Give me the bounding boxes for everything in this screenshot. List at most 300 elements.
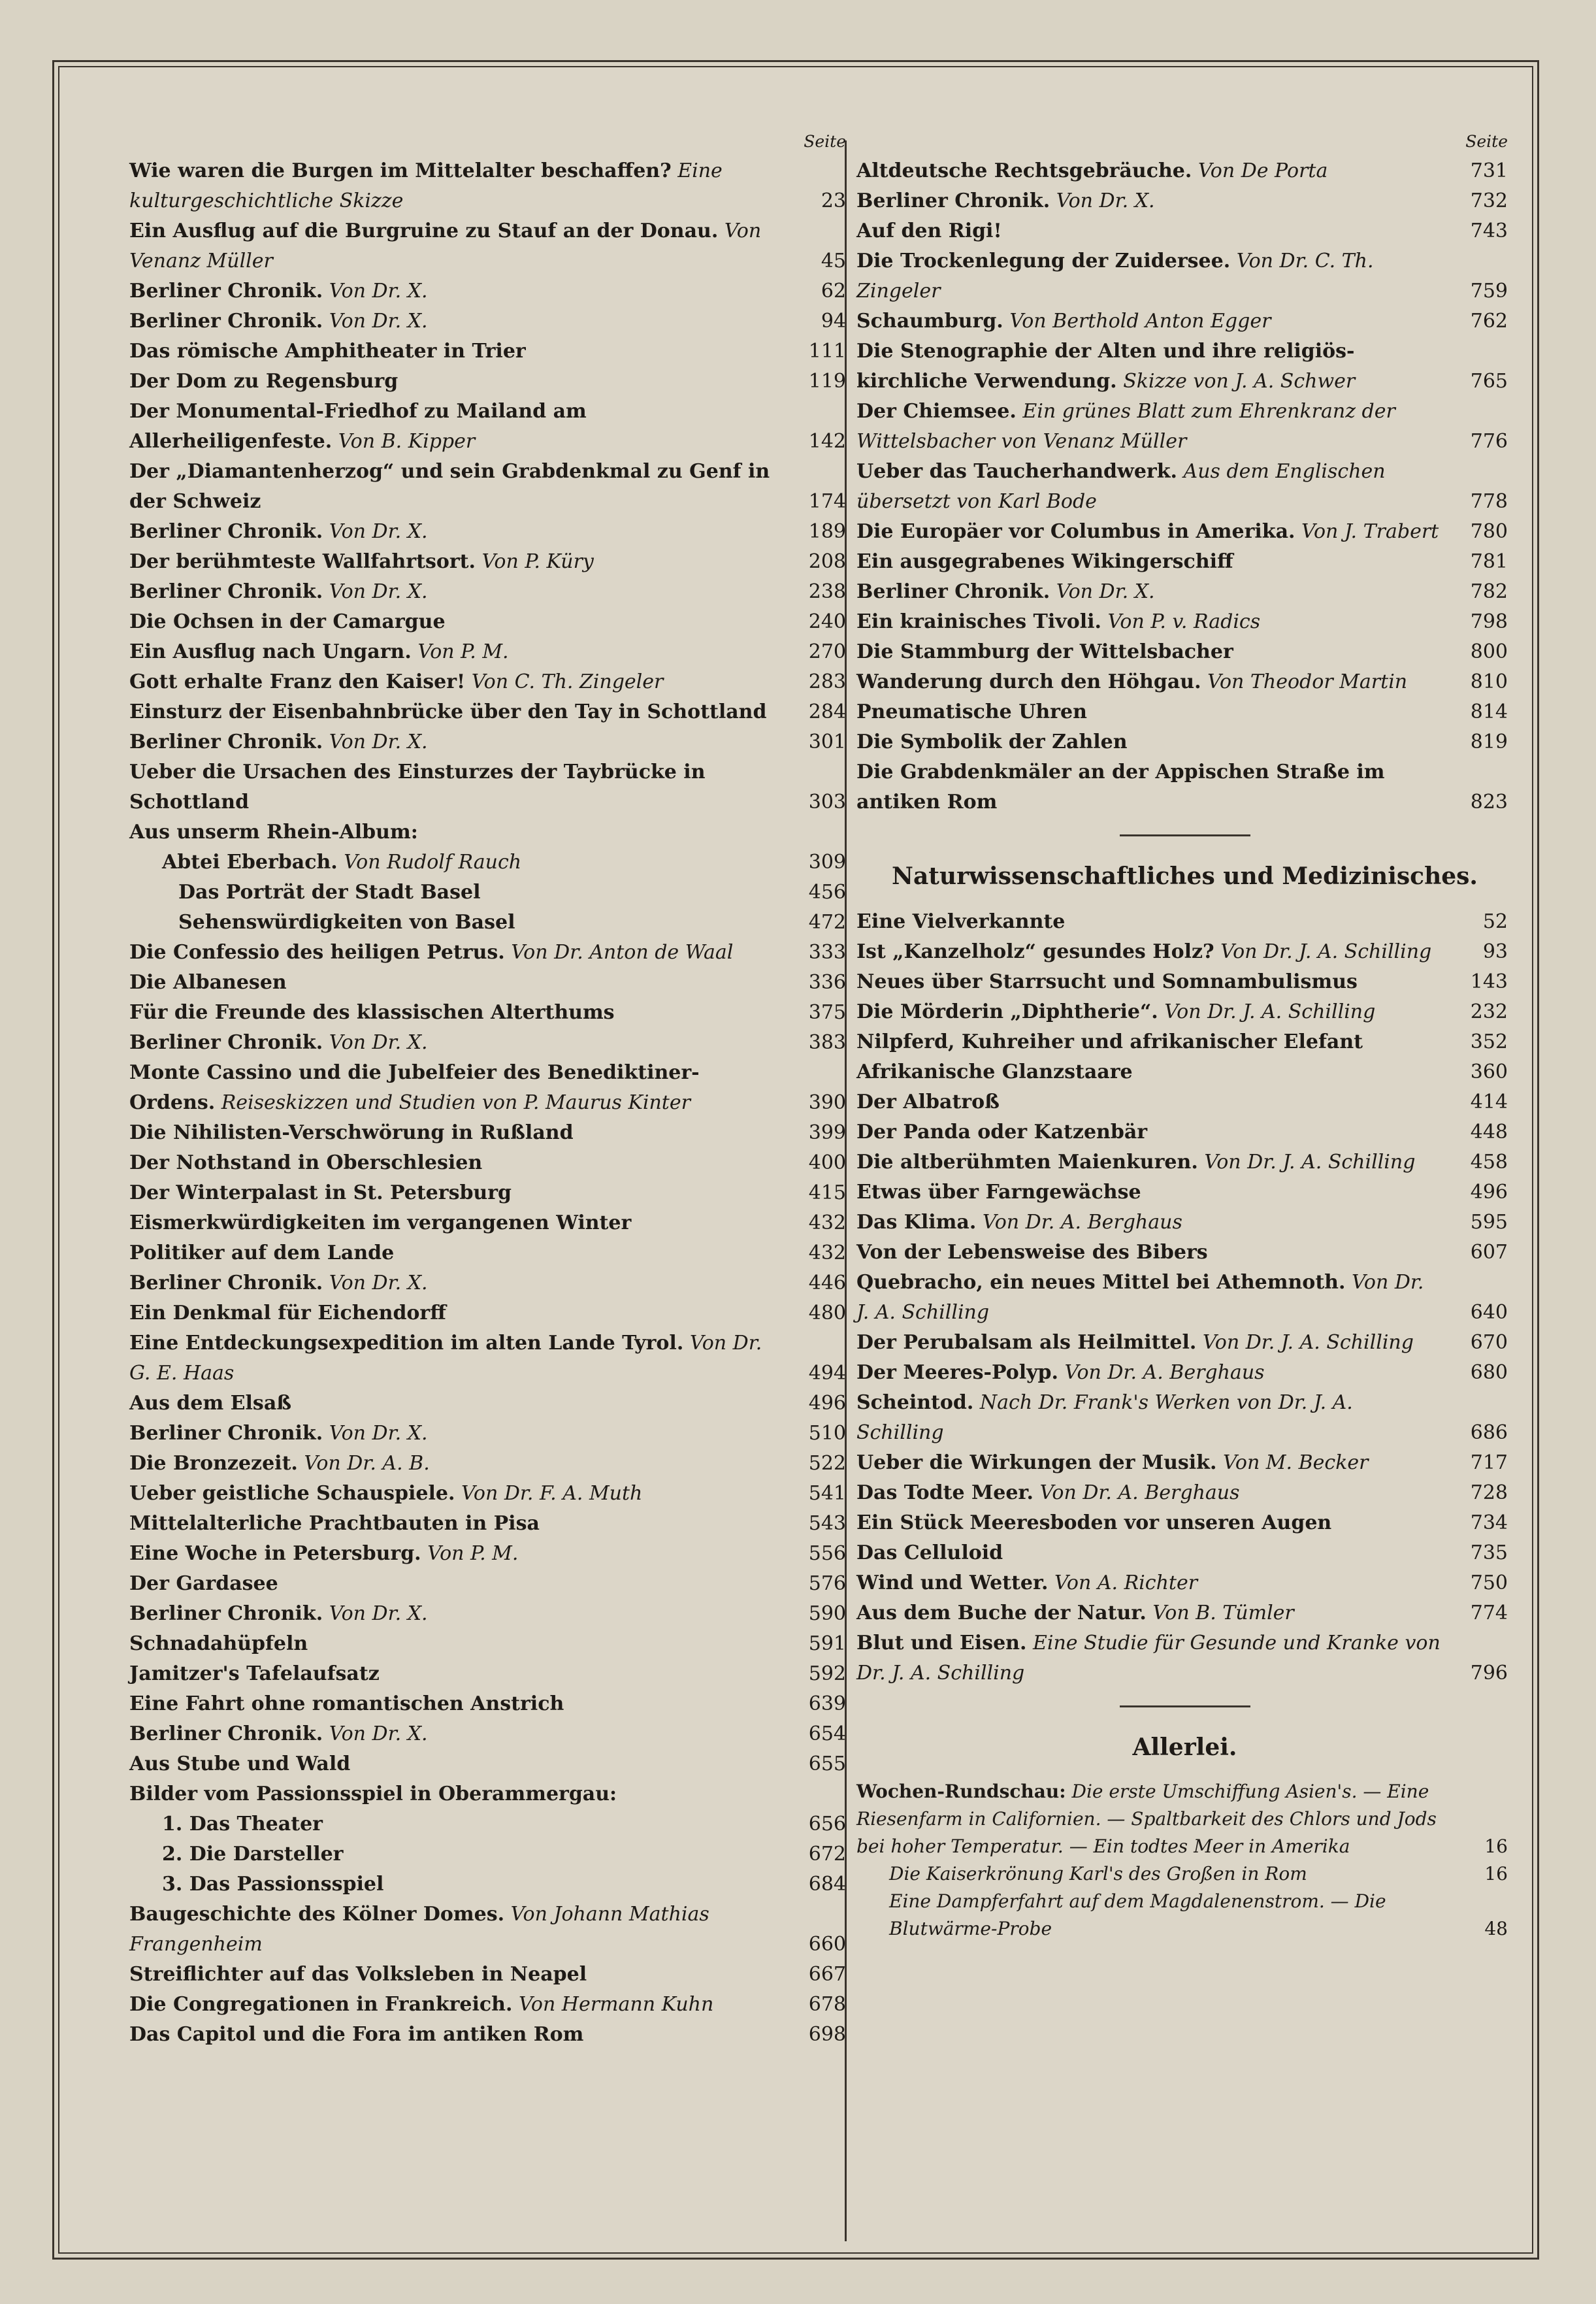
entry-text (856, 1508, 1456, 1538)
toc-entry (129, 1208, 851, 1238)
toc-entry (856, 1568, 1513, 1598)
entry-title: Der Chiemsee. (856, 400, 1017, 423)
entry-title: Die Congregationen in Frankreich. (129, 1993, 513, 2016)
entry-author: Von Dr. J. A. Schilling (856, 1271, 1424, 1324)
entry-title: Jamitzer's Tafelaufsatz (129, 1662, 380, 1685)
toc-entry (129, 306, 851, 337)
toc-entry (129, 1809, 851, 1839)
entry-text (129, 1298, 794, 1328)
entry-text (129, 1689, 794, 1719)
entry-author: Von Hermann Kuhn (518, 1993, 714, 2016)
toc-entry (856, 216, 1513, 246)
entry-page-number: 480 (808, 1302, 846, 1325)
toc-entry (129, 1178, 851, 1208)
toc-entry (856, 577, 1513, 607)
toc-entry (856, 1388, 1513, 1448)
entry-page-number: 52 (1482, 910, 1508, 933)
entry-author: Von Dr. A. B. (304, 1452, 430, 1475)
left-entry-list (129, 156, 851, 2050)
entry-title: Schnadahüpfeln (129, 1632, 308, 1655)
entry-page-number: 333 (808, 941, 846, 964)
entry-text (856, 667, 1456, 697)
entry-page-number: 375 (808, 1001, 846, 1024)
entry-title: Aus unserm Rhein-Album: (129, 821, 418, 844)
entry-text (129, 1900, 794, 1960)
entry-title: Pneumatische Uhren (856, 700, 1087, 723)
index-page (52, 60, 1539, 2260)
entry-title: Ein Ausflug auf die Burgruine zu Stauf an der Donau. (129, 220, 719, 242)
entry-title: Die Confessio des heiligen Petrus. (129, 941, 505, 964)
toc-entry (856, 1538, 1513, 1568)
entry-page-number: 660 (808, 1933, 846, 1956)
entry-author: Von Dr. X. (329, 1031, 428, 1054)
toc-entry (129, 938, 851, 968)
entry-title: Die Grabdenkmäler an der Appischen Straße im antiken Rom (856, 761, 1385, 814)
entry-text (856, 306, 1456, 337)
entry-text (856, 1177, 1456, 1208)
entry-page-number: 776 (1470, 430, 1508, 453)
entry-title: Berliner Chronik. (856, 189, 1050, 212)
entry-text (856, 607, 1456, 637)
entry-title: Ueber die Ursachen des Einsturzes der Taybrücke in Schottland (129, 761, 706, 814)
entry-author: Von Berthold Anton Egger (1009, 310, 1271, 333)
left-column (129, 62, 851, 2050)
entry-text (889, 1860, 1456, 1888)
entry-text (129, 457, 794, 517)
entry-page-number: 360 (1470, 1061, 1508, 1083)
entry-text (856, 757, 1456, 817)
entry-text (129, 397, 794, 457)
toc-entry (129, 998, 851, 1028)
toc-entry (856, 1027, 1513, 1057)
entry-title: Das Todte Meer. (856, 1481, 1034, 1504)
entry-author: Von J. Trabert (1301, 520, 1439, 543)
entry-author: Von P. Küry (481, 550, 594, 573)
entry-title: Der Albatroß (856, 1091, 1000, 1113)
toc-entry (129, 667, 851, 697)
entry-text (129, 607, 794, 637)
entry-author: Nach Dr. Frank's Werken von Dr. J. A. Schilling (856, 1391, 1353, 1444)
entry-title: Baugeschichte des Kölner Domes. (129, 1903, 505, 1926)
entry-text (162, 1809, 794, 1839)
entry-page-number: 48 (1484, 1918, 1508, 1939)
entry-author: Von P. M. (427, 1542, 519, 1565)
entry-title: Einsturz der Eisenbahnbrücke über den Tay in Schottland (129, 700, 767, 723)
entry-title: Der Meeres-Polyp. (856, 1361, 1058, 1384)
entry-title: Schaumburg. (856, 310, 1003, 333)
entry-text (129, 1118, 794, 1148)
entry-title: Abtei Eberbach. (162, 851, 338, 874)
entry-text (129, 757, 794, 817)
entry-text (856, 1027, 1456, 1057)
entry-author: Von Dr. X. (329, 1272, 428, 1294)
entry-page-number: 728 (1470, 1481, 1508, 1504)
toc-entry (129, 1900, 851, 1960)
entry-title: Aus Stube und Wald (129, 1753, 351, 1775)
toc-entry (129, 1509, 851, 1539)
entry-page-number: 45 (821, 250, 846, 272)
entry-text (889, 1888, 1456, 1943)
entry-title: Der „Diamantenherzog“ und sein Grabdenkmal zu Genf in der Schweiz (129, 460, 770, 513)
entry-page-number: 670 (1470, 1331, 1508, 1354)
toc-entry (856, 1208, 1513, 1238)
toc-entry (129, 1238, 851, 1268)
toc-entry (856, 337, 1513, 397)
entry-title: Eismerkwürdigkeiten im vergangenen Winter (129, 1211, 632, 1234)
toc-entry (856, 186, 1513, 216)
toc-entry (856, 1328, 1513, 1358)
entry-title: Ein krainisches Tivoli. (856, 610, 1101, 633)
entry-author: Von Johann Mathias Frangenheim (129, 1903, 709, 1956)
toc-entry (856, 1448, 1513, 1478)
toc-entry (129, 607, 851, 637)
entry-text (129, 667, 794, 697)
entry-author: Von P. v. Radics (1107, 610, 1261, 633)
entry-page-number: 16 (1484, 1863, 1508, 1884)
entry-author: Ein grünes Blatt zum Ehrenkranz der Wittelsbacher von Venanz Müller (856, 400, 1395, 453)
toc-entry (856, 1147, 1513, 1177)
entry-text (856, 1568, 1456, 1598)
entry-author: Von A. Richter (1054, 1572, 1198, 1594)
entry-text (129, 547, 794, 577)
entry-title: Wochen-Rundschau: (856, 1781, 1066, 1802)
toc-entry (129, 968, 851, 998)
entry-text (129, 1719, 794, 1749)
entry-text (129, 727, 794, 757)
entry-text (129, 367, 794, 397)
toc-entry (129, 878, 851, 908)
toc-entry (856, 457, 1513, 517)
entry-page-number: 143 (1470, 970, 1508, 993)
toc-entry (129, 1569, 851, 1599)
section-rule (1120, 1705, 1250, 1707)
entry-text (129, 2020, 794, 2050)
entry-page-number: 189 (808, 520, 846, 543)
entry-text (129, 1208, 794, 1238)
entry-author: Von Dr. A. Berghaus (1039, 1481, 1240, 1504)
entry-author: Die Kaiserkrönung Karl's des Großen in Rom (889, 1863, 1307, 1884)
entry-author: Von B. Kipper (338, 430, 476, 453)
entry-title: Ein ausgegrabenes Wikingerschiff (856, 550, 1233, 573)
toc-entry (856, 246, 1513, 306)
right-column (856, 62, 1513, 1943)
entry-text (856, 1448, 1456, 1478)
entry-author: Von Dr. C. Th. Zingeler (856, 250, 1374, 303)
entry-text (856, 967, 1456, 997)
natur-entry-list (856, 907, 1513, 1688)
natur-heading: Naturwissenschaftliches und Medizinisches. (892, 863, 1478, 890)
entry-page-number: 543 (808, 1512, 846, 1535)
toc-entry (856, 547, 1513, 577)
toc-entry (856, 517, 1513, 547)
entry-page-number: 592 (808, 1662, 846, 1685)
entry-text (856, 337, 1456, 397)
entry-page-number: 496 (808, 1392, 846, 1415)
entry-title: Berliner Chronik. (129, 731, 323, 753)
entry-page-number: 283 (808, 670, 846, 693)
entry-title: Das Celluloid (856, 1541, 1003, 1564)
entry-page-number: 717 (1470, 1451, 1508, 1474)
toc-entry (856, 967, 1513, 997)
entry-title: Die Nihilisten-Verschwörung in Rußland (129, 1121, 574, 1144)
toc-entry (129, 2020, 851, 2050)
entry-page-number: 94 (821, 310, 846, 333)
entry-page-number: 639 (808, 1692, 846, 1715)
toc-entry (129, 757, 851, 817)
entry-page-number: 590 (808, 1602, 846, 1625)
toc-entry (856, 907, 1513, 937)
entry-title: Der Nothstand in Oberschlesien (129, 1151, 483, 1174)
toc-entry (856, 1888, 1513, 1943)
entry-title: Der Perubalsam als Heilmittel. (856, 1331, 1197, 1354)
entry-author: Von Dr. X. (1056, 189, 1155, 212)
entry-text (129, 1569, 794, 1599)
entry-text (162, 1839, 794, 1869)
seite-label-right: Seite (1465, 132, 1508, 151)
entry-author: Eine Dampferfahrt auf dem Magdalenenstrom. — Die Blutwärme-Probe (889, 1890, 1386, 1939)
entry-page-number: 494 (808, 1362, 846, 1385)
entry-title: Von der Lebensweise des Bibers (856, 1241, 1208, 1264)
entry-title: Die Mörderin „Diphtherie“. (856, 1000, 1158, 1023)
toc-entry (129, 848, 851, 878)
entry-title: Ein Ausflug nach Ungarn. (129, 640, 412, 663)
entry-page-number: 595 (1470, 1211, 1508, 1234)
toc-entry (129, 1389, 851, 1419)
entry-title: Ueber die Wirkungen der Musik. (856, 1451, 1217, 1474)
toc-entry (856, 1057, 1513, 1087)
entry-author: Von Dr. X. (329, 280, 428, 303)
toc-entry (856, 1117, 1513, 1147)
entry-title: Auf den Rigi! (856, 220, 1002, 242)
entry-text (856, 907, 1456, 937)
entry-title: Wind und Wetter. (856, 1572, 1049, 1594)
entry-title: Ein Stück Meeresboden vor unseren Augen (856, 1511, 1332, 1534)
entry-title: Eine Woche in Petersburg. (129, 1542, 421, 1565)
entry-author: Die erste Umschiffung Asien's. — Eine Riesenfarm in Californien. — Spaltbarkeit des Chlors und Jods bei hoher Temperatur. — Ein todtes Meer in Amerika (856, 1781, 1437, 1857)
entry-text (856, 1087, 1456, 1117)
entry-text (178, 908, 794, 938)
entry-page-number: 819 (1470, 731, 1508, 753)
toc-entry (856, 1860, 1513, 1888)
entry-title: Der Gardasee (129, 1572, 278, 1595)
entry-page-number: 383 (808, 1031, 846, 1054)
entry-text (856, 186, 1456, 216)
toc-entry (129, 1148, 851, 1178)
toc-entry (129, 156, 851, 216)
entry-page-number: 678 (808, 1993, 846, 2016)
entry-page-number: 238 (808, 580, 846, 603)
entry-author: Reiseskizzen und Studien von P. Maurus Kinter (221, 1091, 691, 1114)
entry-title: Bilder vom Passionsspiel in Oberammergau: (129, 1783, 617, 1805)
entry-text (129, 216, 794, 276)
toc-entry (129, 1689, 851, 1719)
toc-entry (129, 1449, 851, 1479)
entry-text (129, 1659, 794, 1689)
entry-page-number: 782 (1470, 580, 1508, 603)
entry-page-number: 591 (808, 1632, 846, 1655)
entry-author: Aus dem Englischen übersetzt von Karl Bode (856, 460, 1386, 513)
entry-author: Von Dr. J. A. Schilling (1164, 1000, 1376, 1023)
entry-title: Berliner Chronik. (129, 1031, 323, 1054)
entry-title: Aus dem Elsaß (129, 1392, 292, 1415)
toc-entry (129, 637, 851, 667)
entry-text (129, 1990, 794, 2020)
entry-text (856, 517, 1456, 547)
entry-text (856, 397, 1456, 457)
toc-entry (129, 1479, 851, 1509)
entry-page-number: 400 (808, 1151, 846, 1174)
toc-entry (856, 1508, 1513, 1538)
toc-entry (129, 1629, 851, 1659)
entry-text (178, 878, 794, 908)
entry-page-number: 655 (808, 1753, 846, 1775)
toc-entry (856, 1628, 1513, 1688)
entry-page-number: 684 (808, 1873, 846, 1896)
entry-page-number: 522 (808, 1452, 846, 1475)
entry-title: Gott erhalte Franz den Kaiser! (129, 670, 466, 693)
entry-title: Ueber das Taucherhandwerk. (856, 460, 1177, 483)
toc-entry (129, 1058, 851, 1118)
entry-text (129, 1148, 794, 1178)
entry-page-number: 336 (808, 971, 846, 994)
entry-title: Die Stammburg der Wittelsbacher (856, 640, 1233, 663)
allerlei-heading: Allerlei. (1132, 1734, 1237, 1761)
entry-title: Sehenswürdigkeiten von Basel (178, 911, 515, 934)
toc-entry (129, 1599, 851, 1629)
entry-page-number: 62 (821, 280, 846, 303)
entry-title: Streiflichter auf das Volksleben in Neapel (129, 1963, 587, 1986)
entry-title: Berliner Chronik. (129, 1272, 323, 1294)
toc-entry (129, 908, 851, 938)
entry-page-number: 814 (1470, 700, 1508, 723)
entry-title: Der Panda oder Katzenbär (856, 1121, 1148, 1144)
entry-title: Der berühmteste Wallfahrtsort. (129, 550, 476, 573)
toc-entry (129, 1539, 851, 1569)
entry-title: Berliner Chronik. (129, 1722, 323, 1745)
entry-title: 2. Die Darsteller (162, 1843, 344, 1866)
entry-text (129, 1238, 794, 1268)
toc-entry (856, 997, 1513, 1027)
entry-text (129, 1419, 794, 1449)
entry-page-number: 607 (1470, 1241, 1508, 1264)
entry-page-number: 750 (1470, 1572, 1508, 1594)
entry-author: Von Dr. X. (329, 520, 428, 543)
entry-page-number: 823 (1470, 791, 1508, 814)
entry-page-number: 414 (1470, 1091, 1508, 1113)
entry-title: 3. Das Passionsspiel (162, 1873, 384, 1896)
entry-text (856, 637, 1456, 667)
toc-entry (129, 457, 851, 517)
toc-entry (856, 697, 1513, 727)
toc-entry (129, 337, 851, 367)
entry-page-number: 576 (808, 1572, 846, 1595)
toc-entry (856, 1268, 1513, 1328)
toc-entry (129, 697, 851, 727)
toc-entry (129, 1028, 851, 1058)
toc-entry (856, 757, 1513, 817)
entry-text (129, 1178, 794, 1208)
entry-author: Eine Studie für Gesunde und Kranke von Dr. J. A. Schilling (856, 1632, 1441, 1685)
entry-text (129, 1629, 794, 1659)
toc-entry (129, 577, 851, 607)
entry-text (856, 1057, 1456, 1087)
entry-text (856, 577, 1456, 607)
entry-title: Aus dem Buche der Natur. (856, 1602, 1147, 1624)
entry-title: Der Monumental-Friedhof zu Mailand am Allerheiligenfeste. (129, 400, 587, 453)
entry-title: Nilpferd, Kuhreiher und afrikanischer Elefant (856, 1030, 1363, 1053)
entry-title: Die Albanesen (129, 971, 287, 994)
entry-text (129, 1389, 794, 1419)
entry-title: Die Stenographie der Alten und ihre religiös-kirchliche Verwendung. (856, 340, 1355, 393)
entry-author: Von Dr. X. (329, 310, 428, 333)
entry-text (129, 1058, 794, 1118)
entry-author: Von M. Becker (1222, 1451, 1369, 1474)
entry-page-number: 735 (1470, 1541, 1508, 1564)
entry-page-number: 686 (1470, 1421, 1508, 1444)
entry-page-number: 798 (1470, 610, 1508, 633)
entry-author: Von Dr. X. (329, 1422, 428, 1445)
entry-text (129, 817, 794, 848)
toc-entry (129, 1298, 851, 1328)
entry-title: Das Klima. (856, 1211, 977, 1234)
entry-page-number: 796 (1470, 1662, 1508, 1685)
entry-text (129, 1539, 794, 1569)
entry-title: Die altberühmten Maienkuren. (856, 1151, 1198, 1174)
toc-entry (129, 1328, 851, 1389)
entry-author: Von C. Th. Zingeler (471, 670, 664, 693)
entry-page-number: 390 (808, 1091, 846, 1114)
entry-title: Mittelalterliche Prachtbauten in Pisa (129, 1512, 540, 1535)
entry-text (162, 1869, 794, 1900)
entry-text (856, 1117, 1456, 1147)
entry-title: Berliner Chronik. (856, 580, 1050, 603)
toc-entry (129, 1869, 851, 1900)
entry-page-number: 774 (1470, 1602, 1508, 1624)
entry-text (129, 517, 794, 547)
toc-entry (856, 1087, 1513, 1117)
entry-text (856, 1147, 1456, 1177)
toc-entry (856, 667, 1513, 697)
entry-title: Die Symbolik der Zahlen (856, 731, 1128, 753)
entry-author: Von Rudolf Rauch (344, 851, 522, 874)
entry-text (856, 457, 1456, 517)
entry-text (129, 697, 794, 727)
entry-page-number: 541 (808, 1482, 846, 1505)
entry-text (856, 1598, 1456, 1628)
toc-entry (856, 156, 1513, 186)
entry-text (129, 1749, 794, 1779)
entry-page-number: 456 (808, 881, 846, 904)
entry-title: Wanderung durch den Höhgau. (856, 670, 1201, 693)
entry-title: Das Porträt der Stadt Basel (178, 881, 481, 904)
entry-title: Politiker auf dem Lande (129, 1242, 395, 1264)
entry-page-number: 765 (1470, 370, 1508, 393)
toc-entry (129, 1839, 851, 1869)
entry-author: Von Dr. G. E. Haas (129, 1332, 762, 1385)
entry-title: Blut und Eisen. (856, 1632, 1027, 1654)
entry-text (129, 1028, 794, 1058)
toc-entry (129, 367, 851, 397)
toc-entry (856, 1358, 1513, 1388)
entry-page-number: 759 (1470, 280, 1508, 303)
entry-title: Afrikanische Glanzstaare (856, 1061, 1133, 1083)
entry-page-number: 743 (1470, 220, 1508, 242)
entry-author: Von Dr. X. (1056, 580, 1155, 603)
entry-title: Berliner Chronik. (129, 310, 323, 333)
entry-author: Eine kulturgeschichtliche Skizze (129, 159, 723, 212)
entry-page-number: 174 (808, 490, 846, 513)
entry-page-number: 448 (1470, 1121, 1508, 1144)
